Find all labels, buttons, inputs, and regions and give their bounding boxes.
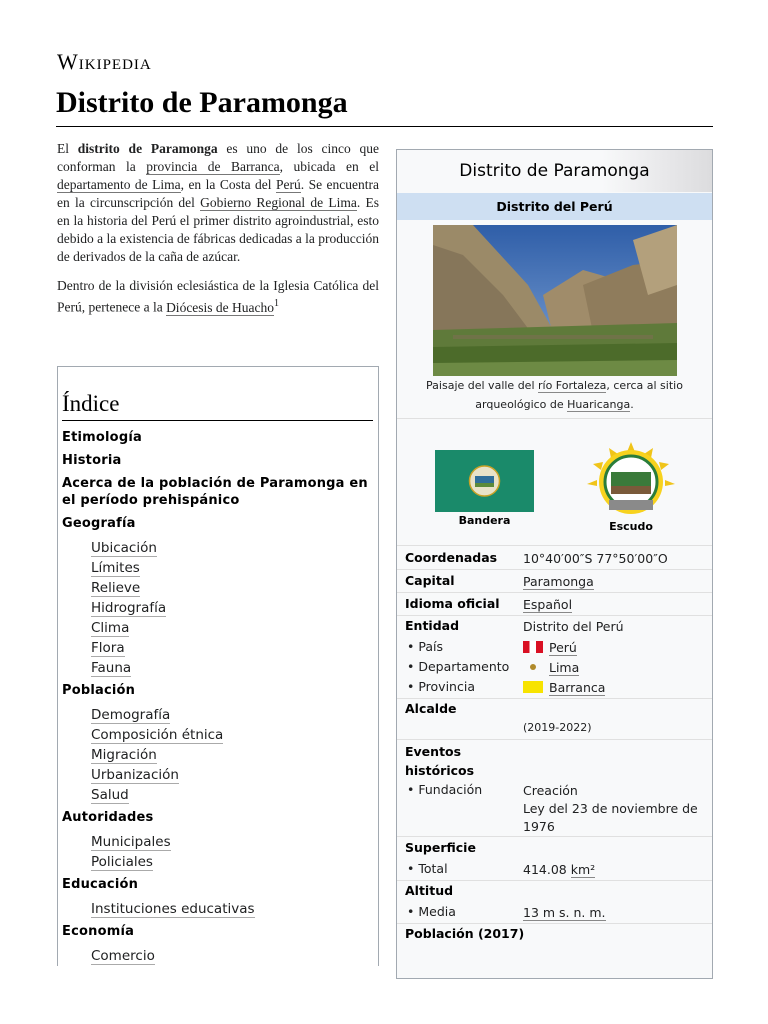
article-subject: distrito de Paramonga: [77, 141, 218, 156]
divider: [397, 698, 712, 699]
toc-section: [62, 923, 374, 966]
altitud-label: Altitud: [405, 883, 454, 898]
toc-subitem-link[interactable]: Instituciones educativas: [91, 901, 255, 917]
fundacion-creacion: Creación: [523, 783, 578, 798]
departamento-label[interactable]: • Departamento: [407, 659, 510, 674]
toc-item[interactable]: Acerca de la población de Paramonga en el período prehispánico: [62, 476, 368, 508]
toc-subitem-link[interactable]: Migración: [91, 747, 157, 763]
link-peru[interactable]: Perú: [276, 177, 301, 192]
toc-title: Índice: [62, 391, 120, 416]
coords-value[interactable]: 10°40′00″S 77°50′00″O: [523, 551, 668, 566]
eventos-label: Eventos históricos: [405, 744, 475, 778]
alcalde-period: (2019-2022): [523, 721, 592, 734]
toc-subitem-link[interactable]: Urbanización: [91, 767, 179, 783]
text: Paisaje del valle del: [426, 379, 538, 392]
toc-subitem-link[interactable]: Clima: [91, 620, 130, 636]
text: El: [57, 141, 78, 156]
toc-subitem-link[interactable]: Demografía: [91, 707, 171, 723]
toc-subitem: [62, 705, 374, 725]
photo-caption: [417, 376, 692, 414]
link-espanol[interactable]: Español: [523, 597, 573, 612]
toc-subitem: [62, 618, 374, 638]
link-departamento-lima[interactable]: departamento de Lima: [57, 177, 181, 192]
text: . Se encuentra en la circunscripción del: [57, 177, 379, 210]
link-diocesis-huacho[interactable]: Diócesis de Huacho: [166, 299, 275, 315]
article-intro: [57, 140, 379, 328]
toc-subitem: [62, 745, 374, 765]
toc-subitem-link[interactable]: Municipales: [91, 834, 171, 850]
toc-subitem: [62, 638, 374, 658]
toc-item[interactable]: Población: [62, 683, 136, 698]
intro-paragraph-1: [57, 140, 379, 266]
toc-subitem-link[interactable]: Salud: [91, 787, 129, 803]
toc-subitem-link[interactable]: Flora: [91, 640, 125, 656]
superficie-label: Superficie: [405, 840, 476, 855]
divider: [397, 418, 712, 419]
fundacion-ley: Ley del 23 de noviembre de 1976: [523, 801, 698, 834]
text: . Es en la historia del Perú el primer distrito agroindustrial, esto debido a la existencia de fábricas dedicadas a la producción de derivados de la caña de azúcar.: [57, 195, 379, 264]
toc-list: [62, 429, 374, 970]
entidad-value: Distrito del Perú: [523, 619, 624, 634]
toc-subitem: [62, 538, 374, 558]
lima-flag-icon: [523, 660, 543, 672]
table-of-contents: [57, 366, 379, 966]
toc-section: [62, 475, 374, 509]
toc-item[interactable]: Geografía: [62, 516, 136, 531]
divider: [397, 545, 712, 546]
divider: [397, 569, 712, 570]
divider: [397, 880, 712, 881]
toc-section: [62, 429, 374, 446]
text: , cerca al sitio arqueológico de: [475, 379, 683, 411]
flag-label: Bandera: [458, 514, 511, 527]
text: , en la Costa del: [180, 177, 276, 192]
infobox-title: Distrito de Paramonga: [397, 150, 712, 192]
divider: [397, 836, 712, 837]
toc-subitem-link[interactable]: Hidrografía: [91, 600, 167, 616]
title-divider: [56, 126, 713, 127]
link-lima[interactable]: Lima: [549, 660, 580, 675]
toc-subitem-link[interactable]: Composición étnica: [91, 727, 224, 743]
idioma-label: Idioma oficial: [405, 596, 500, 611]
toc-subitem-link[interactable]: Relieve: [91, 580, 141, 596]
divider: [397, 615, 712, 616]
total-label: • Total: [407, 861, 448, 876]
link-gobierno-regional-lima[interactable]: Gobierno Regional de Lima: [200, 195, 357, 210]
barranca-flag-icon: [523, 681, 543, 693]
toc-item[interactable]: Historia: [62, 453, 122, 468]
valley-image: [433, 225, 677, 376]
text: .: [630, 398, 634, 411]
text: es uno de los cinco que conforman la: [57, 141, 379, 174]
link-km2[interactable]: km²: [570, 862, 596, 877]
toc-item[interactable]: Educación: [62, 877, 139, 892]
entidad-label: Entidad: [405, 618, 460, 633]
link-barranca[interactable]: Barranca: [549, 680, 606, 695]
text: Dentro de la división eclesiástica de la Iglesia Católica del Perú, pertenece a la: [57, 278, 379, 315]
toc-section: [62, 809, 374, 872]
provincia-label[interactable]: • Provincia: [407, 679, 475, 694]
toc-subitem: [62, 598, 374, 618]
toc-subitem-link[interactable]: Comercio: [91, 948, 155, 964]
toc-subitem: [62, 765, 374, 785]
toc-subitem-link[interactable]: Ubicación: [91, 540, 157, 556]
toc-subitem: [62, 852, 374, 872]
pais-label[interactable]: • País: [407, 639, 443, 654]
district-coat-of-arms[interactable]: [587, 442, 675, 520]
link-rio-fortaleza[interactable]: río Fortaleza: [538, 379, 607, 392]
flag-emblem-icon: [435, 450, 534, 512]
alcalde-label: Alcalde: [405, 701, 457, 716]
toc-subitem: [62, 725, 374, 745]
media-label: • Media: [407, 904, 456, 919]
link-provincia-barranca[interactable]: provincia de Barranca: [146, 159, 280, 174]
toc-subitem: [62, 946, 374, 966]
toc-subitem: [62, 658, 374, 678]
district-flag[interactable]: [435, 450, 534, 512]
toc-section: [62, 876, 374, 919]
toc-subitem: [62, 558, 374, 578]
toc-subitem-link[interactable]: Fauna: [91, 660, 132, 676]
landscape-photo[interactable]: [433, 225, 677, 376]
divider: [397, 739, 712, 740]
toc-subitem-link[interactable]: Límites: [91, 560, 140, 576]
reference-1[interactable]: 1: [274, 298, 280, 309]
toc-section: [62, 515, 374, 678]
link-capital-paramonga[interactable]: Paramonga: [523, 574, 594, 589]
coat-of-arms-label: Escudo: [609, 520, 653, 533]
toc-subitem: [62, 578, 374, 598]
link-msnm[interactable]: 13 m s. n. m.: [523, 905, 606, 920]
toc-divider: [62, 420, 373, 421]
total-value: 414.08: [523, 862, 571, 877]
toc-subitem: [62, 899, 374, 919]
capital-label: Capital: [405, 573, 455, 588]
divider: [397, 923, 712, 924]
toc-subitem: [62, 785, 374, 805]
toc-subitem-link[interactable]: Policiales: [91, 854, 153, 870]
intro-paragraph-2: [57, 277, 379, 317]
infobox: [396, 149, 713, 979]
text: , ubicada en el: [279, 159, 379, 174]
toc-item[interactable]: Economía: [62, 924, 135, 939]
link-huaricanga[interactable]: Huaricanga: [567, 398, 631, 411]
infobox-subtitle: Distrito del Perú: [397, 193, 712, 220]
coords-label: Coordenadas: [405, 550, 498, 565]
fundacion-value: [523, 782, 708, 836]
wordmark-text: Wikipedia: [57, 49, 152, 74]
row-coordenadas: [397, 550, 712, 568]
toc-subitem: [62, 832, 374, 852]
toc-section: [62, 682, 374, 805]
fundacion-label: • Fundación: [407, 782, 483, 797]
coat-of-arms-icon: [587, 442, 675, 520]
poblacion-label: Población (2017): [405, 926, 525, 941]
toc-item[interactable]: Etimología: [62, 430, 142, 445]
toc-item[interactable]: Autoridades: [62, 810, 154, 825]
link-peru-country[interactable]: Perú: [549, 640, 577, 655]
toc-section: [62, 452, 374, 469]
divider: [397, 592, 712, 593]
peru-flag-icon: [523, 641, 543, 653]
wikipedia-wordmark[interactable]: [57, 49, 152, 75]
page-title: Distrito de Paramonga: [56, 86, 348, 119]
